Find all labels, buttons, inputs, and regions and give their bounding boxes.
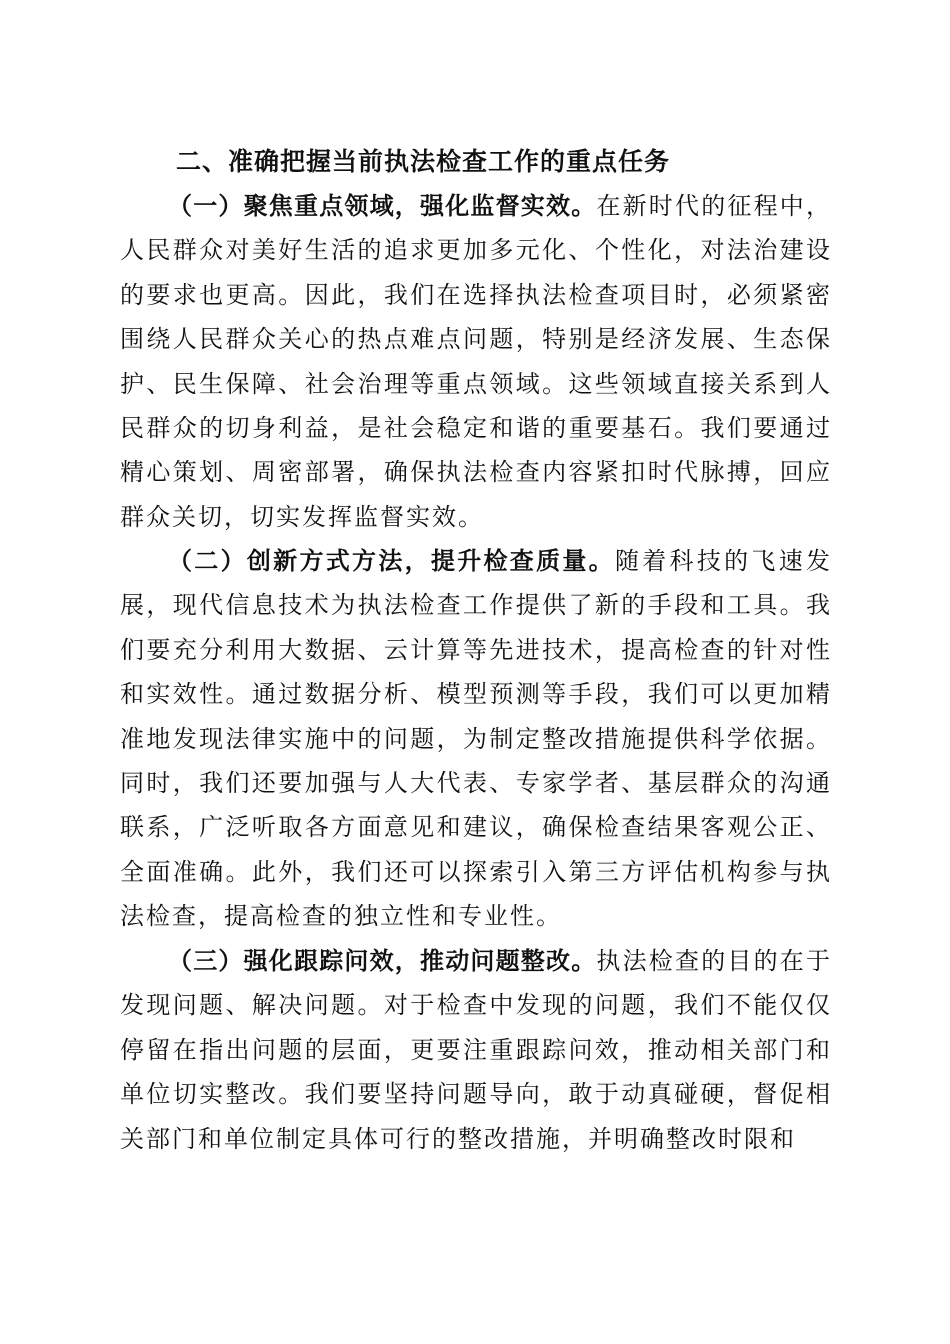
paragraph-text: 随着科技的飞速发展，现代信息技术为执法检查工作提供了新的手段和工具。我们要充分利用大数据、云计算等先进技术，提高检查的针对性和实效性。通过数据分析、模型预测等手段，我们可以更加精准地发现法律实施中的问题，为制定整改措施提供科学依据。同时，我们还要加强与人大代表、专家学者、基层群众的沟通联系，广泛听取各方面意见和建议，确保检查结果客观公正、全面准确。此外，我们还可以探索引入第三方评估机构参与执法检查，提高检查的独立性和专业性。 (120, 547, 832, 931)
paragraph-focus-key-areas (120, 184, 832, 539)
paragraph-follow-up-rectification (120, 939, 832, 1161)
paragraph-innovate-methods (120, 539, 832, 939)
document-body (120, 140, 832, 1161)
paragraph-lead: （二）创新方式方法，提升检查质量。 (168, 547, 615, 575)
paragraph-lead: （一）聚焦重点领域，强化监督实效。 (168, 192, 597, 220)
section-heading: 二、准确把握当前执法检查工作的重点任务 (176, 147, 671, 176)
paragraph-lead: （三）强化跟踪问效，推动问题整改。 (168, 947, 597, 975)
paragraph-text: 执法检查的目的在于发现问题、解决问题。对于检查中发现的问题，我们不能仅仅停留在指出问题的层面，更要注重跟踪问效，推动相关部门和单位切实整改。我们要坚持问题导向，敢于动真碰硬，督促相关部门和单位制定具体可行的整改措施，并明确整改时限和 (120, 947, 832, 1153)
paragraph-text: 在新时代的征程中，人民群众对美好生活的追求更加多元化、个性化，对法治建设的要求也更高。因此，我们在选择执法检查项目时，必须紧密围绕人民群众关心的热点难点问题，特别是经济发展、生态保护、民生保障、社会治理等重点领域。这些领域直接关系到人民群众的切身利益，是社会稳定和谐的重要基石。我们要通过精心策划、周密部署，确保执法检查内容紧扣时代脉搏，回应群众关切，切实发挥监督实效。 (120, 192, 832, 531)
